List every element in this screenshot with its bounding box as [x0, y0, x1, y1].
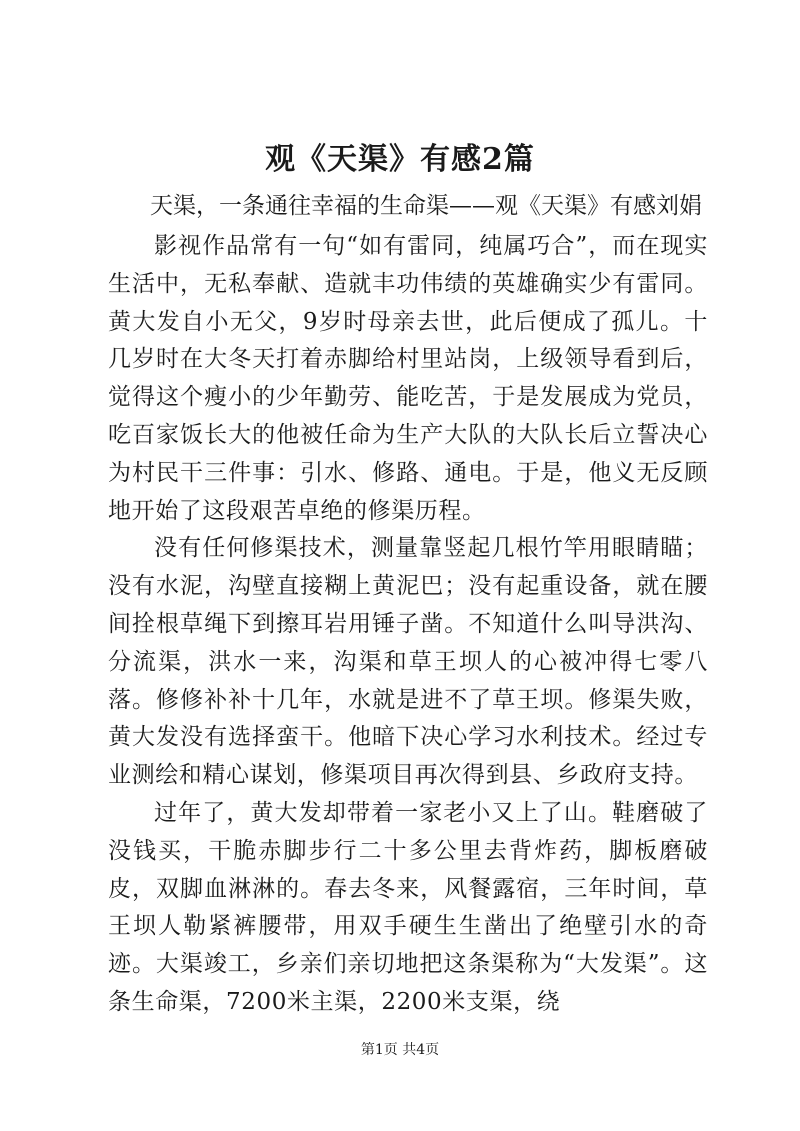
paragraph-1: 影视作品常有一句“如有雷同，纯属巧合”，而在现实生活中，无私奉献、造就丰功伟绩的英雄确实少有雷同。黄大发自小无父，9岁时母亲去世，此后便成了孤儿。十几岁时在大冬天打着赤脚给村里站岗，上级领导看到后，觉得这个瘦小的少年勤劳、能吃苦，于是发展成为党员，吃百家饭长大的他被任命为生产大队的大队长后立誓决心为村民干三件事：引水、修路、通电。于是，他义无反顾地开始了这段艰苦卓绝的修渠历程。 — [108, 233, 708, 524]
paragraph-3: 过年了，黄大发却带着一家老小又上了山。鞋磨破了没钱买，干脆赤脚步行二十多公里去背炸药，脚板磨破皮，双脚血淋淋的。春去冬来，风餐露宿，三年时间，草王坝人勒紧裤腰带，用双手硬生生凿出了绝壁引水的奇迹。大渠竣工，乡亲们亲切地把这条渠称为“大发渠”。这条生命渠，7200米主渠，2200米支渠，绕 — [108, 799, 708, 1015]
page-title: 观《天渠》有感2篇 — [265, 142, 535, 177]
paragraph-2: 没有任何修渠技术，测量靠竖起几根竹竿用眼睛瞄；没有水泥，沟壁直接糊上黄泥巴；没有起重设备，就在腰间拴根草绳下到擦耳岩用锤子凿。不知道什么叫导洪沟、分流渠，洪水一来，沟渠和草王坝人的心被冲得七零八落。修修补补十几年，水就是进不了草王坝。修渠失败，黄大发没有选择蛮干。他暗下决心学习水利技术。经过专业测绘和精心谋划，修渠项目再次得到县、乡政府支持。 — [108, 535, 708, 789]
page-number-footer: 第1页 共4页 — [360, 1042, 440, 1058]
body-text — [108, 228, 708, 1022]
subtitle: 天渠，一条通往幸福的生命渠——观《天渠》有感刘娟 — [150, 193, 702, 219]
